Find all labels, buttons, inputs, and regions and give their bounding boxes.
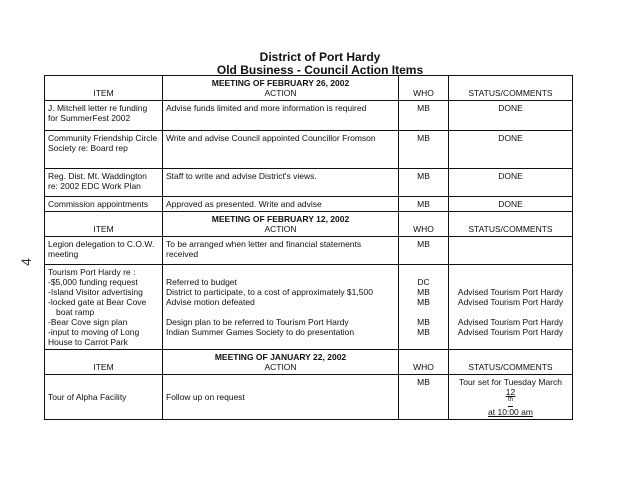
spacer	[452, 307, 569, 317]
action-cell	[163, 265, 399, 350]
meeting-header-cell	[163, 76, 399, 101]
item-cell: Commission appointments	[45, 197, 163, 212]
column-header-status: STATUS/COMMENTS	[449, 212, 573, 237]
status-time: at 10:00 am	[488, 407, 533, 417]
who-cell: MB	[399, 197, 449, 212]
column-header-who: WHO	[399, 212, 449, 237]
who-cell: MB	[399, 169, 449, 197]
action-line: Design plan to be referred to Tourism Port Hardy	[166, 317, 349, 327]
action-line: Advise motion defeated	[166, 297, 255, 307]
table-row	[45, 375, 573, 420]
item-line: Tourism Port Hardy re :	[48, 267, 136, 277]
status-cell	[449, 237, 573, 265]
who-cell	[399, 265, 449, 350]
column-header-status: STATUS/COMMENTS	[449, 76, 573, 101]
column-header-who: WHO	[399, 350, 449, 375]
column-header-who: WHO	[399, 76, 449, 101]
action-items-table	[44, 75, 573, 420]
item-cell: Legion delegation to C.O.W. meeting	[45, 237, 163, 265]
table-row	[45, 237, 573, 265]
meeting-title: MEETING OF FEBRUARY 12, 2002	[211, 214, 350, 224]
section-header	[45, 212, 573, 237]
page-title: District of Port Hardy	[259, 50, 381, 64]
action-cell: To be arranged when letter and financial statements received	[163, 237, 399, 265]
item-line: -locked gate at Bear Cove	[48, 297, 147, 307]
column-header-status: STATUS/COMMENTS	[449, 350, 573, 375]
who-cell: MB	[399, 375, 449, 420]
column-header-item: ITEM	[45, 212, 163, 237]
table-row	[45, 197, 573, 212]
status-day: 12	[505, 387, 516, 397]
who-cell: MB	[399, 131, 449, 169]
who-line: MB	[417, 317, 430, 327]
column-header-action: ACTION	[264, 224, 297, 234]
column-header-action: ACTION	[264, 362, 297, 372]
status-cell	[449, 375, 573, 420]
column-header-item: ITEM	[45, 350, 163, 375]
item-line: -$5,000 funding request	[48, 277, 138, 287]
item-cell	[45, 265, 163, 350]
item-cell: Community Friendship Circle Society re: Board rep	[45, 131, 163, 169]
action-line: Indian Summer Games Society to do presentation	[166, 327, 355, 337]
status-cell	[449, 265, 573, 350]
action-cell: Write and advise Council appointed Councillor Fromson	[163, 131, 399, 169]
status-ordinal: th	[507, 397, 513, 404]
table-row	[45, 131, 573, 169]
action-cell: Approved as presented. Write and advise	[163, 197, 399, 212]
item-cell: J. Mitchell letter re funding for SummerFest 2002	[45, 101, 163, 131]
action-line: Referred to budget	[166, 277, 237, 287]
section-header	[45, 76, 573, 101]
meeting-title: MEETING OF FEBRUARY 26, 2002	[211, 78, 350, 88]
status-cell: DONE	[449, 169, 573, 197]
item-line: -Bear Cove sign plan	[48, 317, 128, 327]
status-line: Advised Tourism Port Hardy	[457, 297, 564, 307]
meeting-header-cell	[163, 350, 399, 375]
action-line: District to participate, to a cost of approximately $1,500	[166, 287, 373, 297]
margin-handwritten-mark: 4	[17, 258, 34, 266]
spacer	[166, 307, 395, 317]
page-subtitle: Old Business - Council Action Items	[216, 63, 424, 77]
item-cell: Reg. Dist. Mt. Waddington re: 2002 EDC Work Plan	[45, 169, 163, 197]
who-line: MB	[417, 327, 430, 337]
status-cell: DONE	[449, 101, 573, 131]
spacer	[402, 307, 445, 317]
action-cell: Staff to write and advise District's views.	[163, 169, 399, 197]
meeting-title: MEETING OF JANUARY 22, 2002	[214, 352, 347, 362]
table-row	[45, 265, 573, 350]
column-header-item: ITEM	[45, 76, 163, 101]
who-line: MB	[417, 297, 430, 307]
column-header-action: ACTION	[264, 88, 297, 98]
spacer	[452, 277, 569, 287]
meeting-header-cell	[163, 212, 399, 237]
who-line: DC	[417, 277, 430, 287]
table-row	[45, 169, 573, 197]
who-cell: MB	[399, 237, 449, 265]
item-line: -input to moving of Long	[48, 327, 140, 337]
item-line: House to Carrot Park	[48, 337, 128, 347]
status-line: Advised Tourism Port Hardy	[457, 317, 564, 327]
item-line: boat ramp	[56, 307, 95, 317]
who-line: MB	[417, 287, 430, 297]
status-line: Advised Tourism Port Hardy	[457, 327, 564, 337]
status-line: Advised Tourism Port Hardy	[457, 287, 564, 297]
action-cell: Advise funds limited and more information is required	[163, 101, 399, 131]
status-line	[452, 387, 569, 417]
who-cell: MB	[399, 101, 449, 131]
section-header	[45, 350, 573, 375]
table-row	[45, 101, 573, 131]
status-line: Tour set for Tuesday March	[459, 377, 562, 387]
item-line: -Island Visitor advertising	[48, 287, 143, 297]
status-cell: DONE	[449, 131, 573, 169]
item-cell: Tour of Alpha Facility	[45, 375, 163, 420]
status-cell: DONE	[449, 197, 573, 212]
action-cell: Follow up on request	[163, 375, 399, 420]
